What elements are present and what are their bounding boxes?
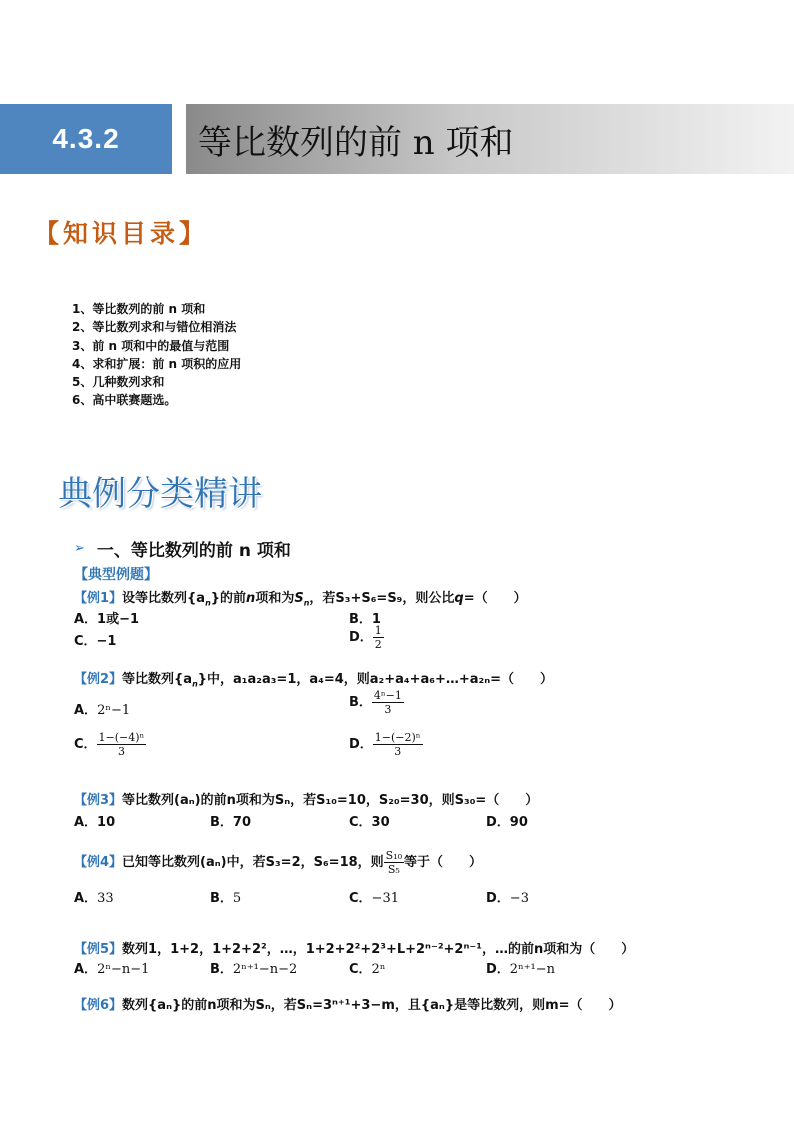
- option-d: D．90: [486, 815, 528, 830]
- numerator: 1: [374, 624, 382, 637]
- option-value: 2ⁿ−n−1: [97, 962, 150, 977]
- fraction: [373, 624, 384, 651]
- option-value: 2ⁿ⁺¹−n−2: [232, 962, 298, 977]
- numerator: 1−(−4)ⁿ: [98, 731, 145, 744]
- toc-item: 6、高中联赛题选。: [72, 393, 177, 408]
- numerator: 1−(−2)ⁿ: [374, 731, 421, 744]
- option-a: [74, 887, 114, 906]
- example-tag: 【例3】: [74, 793, 123, 808]
- question-text: }的前: [210, 591, 247, 606]
- option-label: A．: [74, 703, 98, 718]
- question-text: ，若: [309, 591, 336, 606]
- example-6-question: [74, 994, 622, 1013]
- example-5-question: [74, 938, 634, 957]
- toc-item: 4、求和扩展：前 n 项积的应用: [72, 356, 242, 371]
- toc-item: 5、几种数列求和: [72, 375, 165, 390]
- option-value: 33: [97, 891, 114, 906]
- option-c: [74, 731, 146, 758]
- option-a: [74, 699, 130, 718]
- example-2-question: [74, 668, 553, 689]
- section-heading: [74, 536, 291, 561]
- example-tag: 【例6】: [74, 998, 123, 1013]
- toc-heading: 【知识目录】: [34, 219, 209, 248]
- subscript: n: [192, 679, 198, 689]
- section-title: 一、等比数列的前 n 项和: [96, 541, 291, 561]
- variable: S: [294, 591, 304, 606]
- option-d: [486, 887, 529, 906]
- toc-list: [72, 300, 241, 410]
- option-b: B．1: [349, 612, 381, 627]
- fraction: [97, 731, 147, 758]
- option-label: C．: [74, 737, 97, 752]
- question-text: }中，a₁a₂a₃=1，a₄=4，则a₂+a₄+a₆+…+a₂ₙ=（ ）: [197, 672, 554, 687]
- option-a: A．1或−1: [74, 612, 140, 627]
- option-value: 2ⁿ⁺¹−n: [509, 962, 556, 977]
- fraction: [373, 731, 423, 758]
- fraction: [372, 689, 404, 716]
- example-tag: 【例1】: [74, 591, 123, 606]
- subscript: n: [303, 598, 310, 608]
- examples-tag: 【典型例题】: [74, 567, 158, 583]
- question-text: 已知等比数列(aₙ)中，若S₃=2，S₆=18，则: [122, 855, 384, 870]
- option-label: D．: [349, 630, 373, 645]
- option-c: [349, 958, 385, 977]
- variable: q: [454, 591, 464, 606]
- example-tag: 【例5】: [74, 942, 123, 957]
- question-text: 设等比数列{a: [122, 591, 206, 606]
- question-text: 数列1，1+2，1+2+2²，…，1+2+2²+2³+L+2ⁿ⁻²+2ⁿ⁻¹，…的前n项和为（ ）: [122, 942, 635, 957]
- example-tag: 【例2】: [74, 672, 123, 687]
- option-value: −3: [509, 891, 529, 906]
- page-title: 等比数列的前 n 项和: [186, 104, 794, 174]
- denominator: 3: [117, 745, 125, 758]
- option-label: B．: [210, 962, 233, 977]
- option-label: A．: [74, 891, 98, 906]
- option-b: [210, 958, 297, 977]
- question-text: 等比数列{a: [122, 672, 193, 687]
- section-number-box: 4.3.2: [0, 104, 172, 174]
- toc-item: 2、等比数列求和与错位相消法: [72, 320, 237, 335]
- question-text: =（ ）: [463, 591, 527, 606]
- denominator: S₅: [387, 863, 400, 876]
- question-text: 数列{aₙ}的前n项和为Sₙ，若Sₙ=3ⁿ⁺¹+3−m，且{aₙ}是等比数列，则m=（ ）: [122, 998, 622, 1013]
- option-b: [210, 887, 241, 906]
- question-text: ，则公比: [402, 591, 455, 606]
- example-1-question: [74, 587, 527, 608]
- option-b: [349, 689, 404, 716]
- variable: n: [246, 591, 256, 606]
- option-c: C．−1: [74, 634, 117, 649]
- denominator: 2: [374, 638, 382, 651]
- toc-item: 1、等比数列的前 n 项和: [72, 302, 206, 316]
- toc-item: 3、前 n 项和中的最值与范围: [72, 338, 230, 353]
- fraction: [384, 849, 404, 876]
- option-d: [486, 958, 555, 977]
- denominator: 3: [384, 703, 392, 716]
- option-label: D．: [486, 891, 510, 906]
- equation: S₃+S₆=S₉: [335, 591, 403, 606]
- option-d: [349, 624, 384, 651]
- option-label: A．: [74, 962, 98, 977]
- example-3-question: [74, 789, 538, 808]
- question-text: 项和为: [255, 591, 295, 606]
- subscript: n: [205, 598, 211, 608]
- denominator: 3: [394, 745, 402, 758]
- main-heading: 典例分类精讲: [58, 474, 262, 514]
- option-label: D．: [349, 737, 373, 752]
- option-c: C．30: [349, 815, 390, 830]
- option-label: B．: [210, 891, 233, 906]
- option-d: [349, 731, 423, 758]
- option-label: B．: [349, 695, 372, 710]
- option-value: 2ⁿ: [371, 962, 386, 977]
- option-value: 2ⁿ−1: [97, 703, 131, 718]
- option-a: A．10: [74, 815, 116, 830]
- option-value: 5: [232, 891, 242, 906]
- option-value: −31: [371, 891, 399, 906]
- question-text: 等于（ ）: [404, 855, 483, 870]
- option-label: C．: [349, 891, 372, 906]
- example-tag: 【例4】: [74, 855, 123, 870]
- option-label: D．: [486, 962, 510, 977]
- option-b: B．70: [210, 815, 251, 830]
- option-a: [74, 958, 149, 977]
- question-text: 等比数列(aₙ)的前n项和为Sₙ，若S₁₀=10，S₂₀=30，则S₃₀=（ ）: [122, 793, 539, 808]
- option-c: [349, 887, 399, 906]
- numerator: 4ⁿ−1: [373, 689, 402, 702]
- numerator: S₁₀: [385, 849, 403, 862]
- arrow-icon: ➢: [74, 541, 85, 556]
- example-4-question: [74, 849, 482, 876]
- option-label: C．: [349, 962, 372, 977]
